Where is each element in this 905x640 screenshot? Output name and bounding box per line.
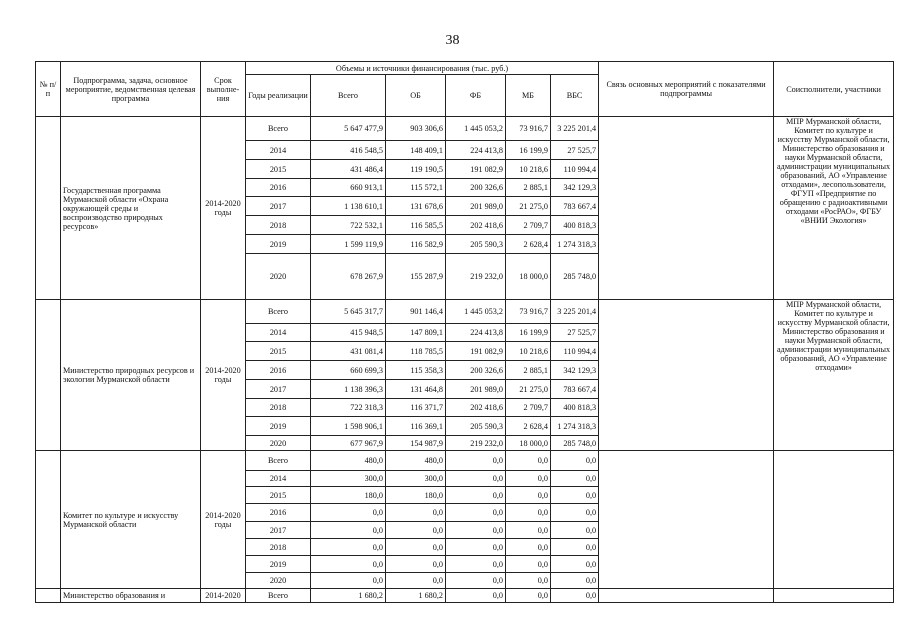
total-cell: 1 138 396,3 <box>311 380 386 399</box>
ob-cell: 116 371,7 <box>386 399 446 417</box>
total-cell: 678 267,9 <box>311 254 386 300</box>
fb-cell: 201 989,0 <box>446 380 506 399</box>
header-link: Связь основных мероприятий с показателями подпрограммы <box>599 62 774 117</box>
fb-cell: 201 989,0 <box>446 197 506 216</box>
participants-cell: МПР Мурманской области, Комитет по культуре и искусству Мурманской области, Министерство образования и науки Мурманской области, администрации муниципальных образований, АО «Управление отходами» <box>774 300 894 451</box>
link-cell <box>599 589 774 603</box>
ob-cell: 180,0 <box>386 487 446 504</box>
total-cell: 1 598 906,1 <box>311 417 386 436</box>
vbs-cell: 110 994,4 <box>551 342 599 361</box>
link-cell <box>599 451 774 589</box>
row-num-cell <box>36 300 61 451</box>
fb-cell: 200 326,6 <box>446 361 506 380</box>
fb-cell: 191 082,9 <box>446 160 506 179</box>
fb-cell: 0,0 <box>446 471 506 487</box>
row-num-cell <box>36 589 61 603</box>
section-name: Министерство природных ресурсов и экологии Мурманской области <box>61 300 201 451</box>
ob-cell: 0,0 <box>386 539 446 556</box>
vbs-cell: 783 667,4 <box>551 380 599 399</box>
vbs-cell: 1 274 318,3 <box>551 417 599 436</box>
total-cell: 416 548,5 <box>311 141 386 160</box>
ob-cell: 116 369,1 <box>386 417 446 436</box>
total-cell: 660 699,3 <box>311 361 386 380</box>
row-num-cell <box>36 117 61 300</box>
fb-cell: 200 326,6 <box>446 179 506 197</box>
mb-cell: 2 628,4 <box>506 417 551 436</box>
vbs-cell: 285 748,0 <box>551 254 599 300</box>
header-mb: МБ <box>506 75 551 117</box>
ob-cell: 119 190,5 <box>386 160 446 179</box>
total-cell: 1 599 119,9 <box>311 235 386 254</box>
year-cell: 2018 <box>246 216 311 235</box>
fb-cell: 1 445 053,2 <box>446 300 506 324</box>
total-cell: 180,0 <box>311 487 386 504</box>
year-cell: 2015 <box>246 342 311 361</box>
year-cell: 2020 <box>246 254 311 300</box>
mb-cell: 2 709,7 <box>506 216 551 235</box>
year-cell: 2020 <box>246 573 311 589</box>
ob-cell: 115 572,1 <box>386 179 446 197</box>
total-cell: 415 948,5 <box>311 324 386 342</box>
header-participants: Соисполнители, участники <box>774 62 894 117</box>
vbs-cell: 27 525,7 <box>551 141 599 160</box>
ob-cell: 0,0 <box>386 504 446 522</box>
mb-cell: 21 275,0 <box>506 380 551 399</box>
table-row <box>36 451 894 471</box>
year-cell: 2019 <box>246 235 311 254</box>
mb-cell: 0,0 <box>506 471 551 487</box>
vbs-cell: 400 818,3 <box>551 399 599 417</box>
header-term: Срок выполне-ния <box>201 62 246 117</box>
fb-cell: 202 418,6 <box>446 399 506 417</box>
ob-cell: 115 358,3 <box>386 361 446 380</box>
vbs-cell: 0,0 <box>551 522 599 539</box>
header-funding: Объемы и источники финансирования (тыс. руб.) <box>246 62 599 75</box>
year-cell: 2017 <box>246 380 311 399</box>
mb-cell: 2 628,4 <box>506 235 551 254</box>
participants-cell <box>774 451 894 589</box>
ob-cell: 0,0 <box>386 573 446 589</box>
mb-cell: 0,0 <box>506 522 551 539</box>
header-fb: ФБ <box>446 75 506 117</box>
fb-cell: 191 082,9 <box>446 342 506 361</box>
year-cell: 2017 <box>246 197 311 216</box>
ob-cell: 901 146,4 <box>386 300 446 324</box>
vbs-cell: 0,0 <box>551 556 599 573</box>
fb-cell: 205 590,3 <box>446 235 506 254</box>
mb-cell: 10 218,6 <box>506 342 551 361</box>
total-cell: 1 680,2 <box>311 589 386 603</box>
total-cell: 0,0 <box>311 539 386 556</box>
fb-cell: 0,0 <box>446 504 506 522</box>
table-row <box>36 589 894 603</box>
year-cell: 2014 <box>246 141 311 160</box>
vbs-cell: 400 818,3 <box>551 216 599 235</box>
fb-cell: 219 232,0 <box>446 254 506 300</box>
ob-cell: 148 409,1 <box>386 141 446 160</box>
ob-cell: 155 287,9 <box>386 254 446 300</box>
year-cell: 2016 <box>246 361 311 380</box>
header-years: Годы реализации <box>246 75 311 117</box>
mb-cell: 0,0 <box>506 539 551 556</box>
total-cell: 0,0 <box>311 522 386 539</box>
fb-cell: 219 232,0 <box>446 436 506 451</box>
year-cell: 2014 <box>246 324 311 342</box>
year-cell: 2014 <box>246 471 311 487</box>
mb-cell: 10 218,6 <box>506 160 551 179</box>
total-cell: 5 647 477,9 <box>311 117 386 141</box>
year-cell: 2019 <box>246 417 311 436</box>
mb-cell: 0,0 <box>506 589 551 603</box>
section-term: 2014-2020 <box>201 589 246 603</box>
year-cell: 2015 <box>246 160 311 179</box>
fb-cell: 0,0 <box>446 451 506 471</box>
year-cell: Всего <box>246 451 311 471</box>
row-num-cell <box>36 451 61 589</box>
mb-cell: 2 709,7 <box>506 399 551 417</box>
mb-cell: 2 885,1 <box>506 361 551 380</box>
total-cell: 431 486,4 <box>311 160 386 179</box>
ob-cell: 147 809,1 <box>386 324 446 342</box>
header-ob: ОБ <box>386 75 446 117</box>
section-name: Министерство образования и <box>61 589 201 603</box>
ob-cell: 154 987,9 <box>386 436 446 451</box>
year-cell: 2020 <box>246 436 311 451</box>
header-num: № п/п <box>36 62 61 117</box>
ob-cell: 131 464,8 <box>386 380 446 399</box>
total-cell: 300,0 <box>311 471 386 487</box>
fb-cell: 202 418,6 <box>446 216 506 235</box>
total-cell: 0,0 <box>311 556 386 573</box>
year-cell: Всего <box>246 117 311 141</box>
total-cell: 660 913,1 <box>311 179 386 197</box>
mb-cell: 0,0 <box>506 556 551 573</box>
mb-cell: 73 916,7 <box>506 117 551 141</box>
total-cell: 1 138 610,1 <box>311 197 386 216</box>
total-cell: 722 532,1 <box>311 216 386 235</box>
ob-cell: 116 585,5 <box>386 216 446 235</box>
header-vbs: ВБС <box>551 75 599 117</box>
vbs-cell: 3 225 201,4 <box>551 117 599 141</box>
year-cell: 2016 <box>246 179 311 197</box>
vbs-cell: 0,0 <box>551 589 599 603</box>
year-cell: 2019 <box>246 556 311 573</box>
mb-cell: 73 916,7 <box>506 300 551 324</box>
vbs-cell: 342 129,3 <box>551 179 599 197</box>
participants-cell <box>774 589 894 603</box>
mb-cell: 0,0 <box>506 504 551 522</box>
mb-cell: 0,0 <box>506 487 551 504</box>
vbs-cell: 0,0 <box>551 539 599 556</box>
mb-cell: 16 199,9 <box>506 141 551 160</box>
fb-cell: 0,0 <box>446 539 506 556</box>
link-cell <box>599 300 774 451</box>
fb-cell: 205 590,3 <box>446 417 506 436</box>
section-term: 2014-2020 годы <box>201 451 246 589</box>
vbs-cell: 342 129,3 <box>551 361 599 380</box>
vbs-cell: 783 667,4 <box>551 197 599 216</box>
vbs-cell: 0,0 <box>551 451 599 471</box>
fb-cell: 0,0 <box>446 522 506 539</box>
ob-cell: 1 680,2 <box>386 589 446 603</box>
total-cell: 480,0 <box>311 451 386 471</box>
mb-cell: 16 199,9 <box>506 324 551 342</box>
vbs-cell: 0,0 <box>551 471 599 487</box>
year-cell: 2018 <box>246 399 311 417</box>
table-body <box>36 117 894 603</box>
mb-cell: 18 000,0 <box>506 436 551 451</box>
financing-table <box>35 61 894 603</box>
header-total: Всего <box>311 75 386 117</box>
section-term: 2014-2020 годы <box>201 300 246 451</box>
year-cell: 2017 <box>246 522 311 539</box>
fb-cell: 0,0 <box>446 556 506 573</box>
section-name: Государственная программа Мурманской области «Охрана окружающей среды и воспроизводство природных ресурсов» <box>61 117 201 300</box>
page-number: 38 <box>445 33 460 48</box>
vbs-cell: 285 748,0 <box>551 436 599 451</box>
mb-cell: 0,0 <box>506 451 551 471</box>
mb-cell: 18 000,0 <box>506 254 551 300</box>
participants-cell: МПР Мурманской области, Комитет по культуре и искусству Мурманской области, Министерство образования и науки Мурманской области, администрации муниципальных образований, АО «Управление отходами», лесопользователи, ФГУП «Предприятие по обращению с радиоактивными отходами «РосРАО», ФГБУ «ВНИИ Экология» <box>774 117 894 300</box>
ob-cell: 300,0 <box>386 471 446 487</box>
year-cell: 2016 <box>246 504 311 522</box>
vbs-cell: 0,0 <box>551 487 599 504</box>
link-cell <box>599 117 774 300</box>
mb-cell: 21 275,0 <box>506 197 551 216</box>
vbs-cell: 110 994,4 <box>551 160 599 179</box>
header-subprogram: Подпрограмма, задача, основное мероприятие, ведомственная целевая программа <box>61 62 201 117</box>
total-cell: 0,0 <box>311 504 386 522</box>
ob-cell: 116 582,9 <box>386 235 446 254</box>
year-cell: Всего <box>246 589 311 603</box>
year-cell: Всего <box>246 300 311 324</box>
vbs-cell: 27 525,7 <box>551 324 599 342</box>
fb-cell: 0,0 <box>446 573 506 589</box>
vbs-cell: 0,0 <box>551 504 599 522</box>
ob-cell: 118 785,5 <box>386 342 446 361</box>
vbs-cell: 3 225 201,4 <box>551 300 599 324</box>
year-cell: 2018 <box>246 539 311 556</box>
vbs-cell: 0,0 <box>551 573 599 589</box>
mb-cell: 0,0 <box>506 573 551 589</box>
ob-cell: 131 678,6 <box>386 197 446 216</box>
section-name: Комитет по культуре и искусству Мурманской области <box>61 451 201 589</box>
ob-cell: 0,0 <box>386 556 446 573</box>
ob-cell: 0,0 <box>386 522 446 539</box>
fb-cell: 1 445 053,2 <box>446 117 506 141</box>
ob-cell: 903 306,6 <box>386 117 446 141</box>
fb-cell: 0,0 <box>446 589 506 603</box>
table-row <box>36 117 894 141</box>
fb-cell: 224 413,8 <box>446 324 506 342</box>
total-cell: 5 645 317,7 <box>311 300 386 324</box>
fb-cell: 0,0 <box>446 487 506 504</box>
mb-cell: 2 885,1 <box>506 179 551 197</box>
table-row <box>36 300 894 324</box>
total-cell: 0,0 <box>311 573 386 589</box>
section-term: 2014-2020 годы <box>201 117 246 300</box>
year-cell: 2015 <box>246 487 311 504</box>
total-cell: 677 967,9 <box>311 436 386 451</box>
total-cell: 722 318,3 <box>311 399 386 417</box>
ob-cell: 480,0 <box>386 451 446 471</box>
total-cell: 431 081,4 <box>311 342 386 361</box>
fb-cell: 224 413,8 <box>446 141 506 160</box>
vbs-cell: 1 274 318,3 <box>551 235 599 254</box>
